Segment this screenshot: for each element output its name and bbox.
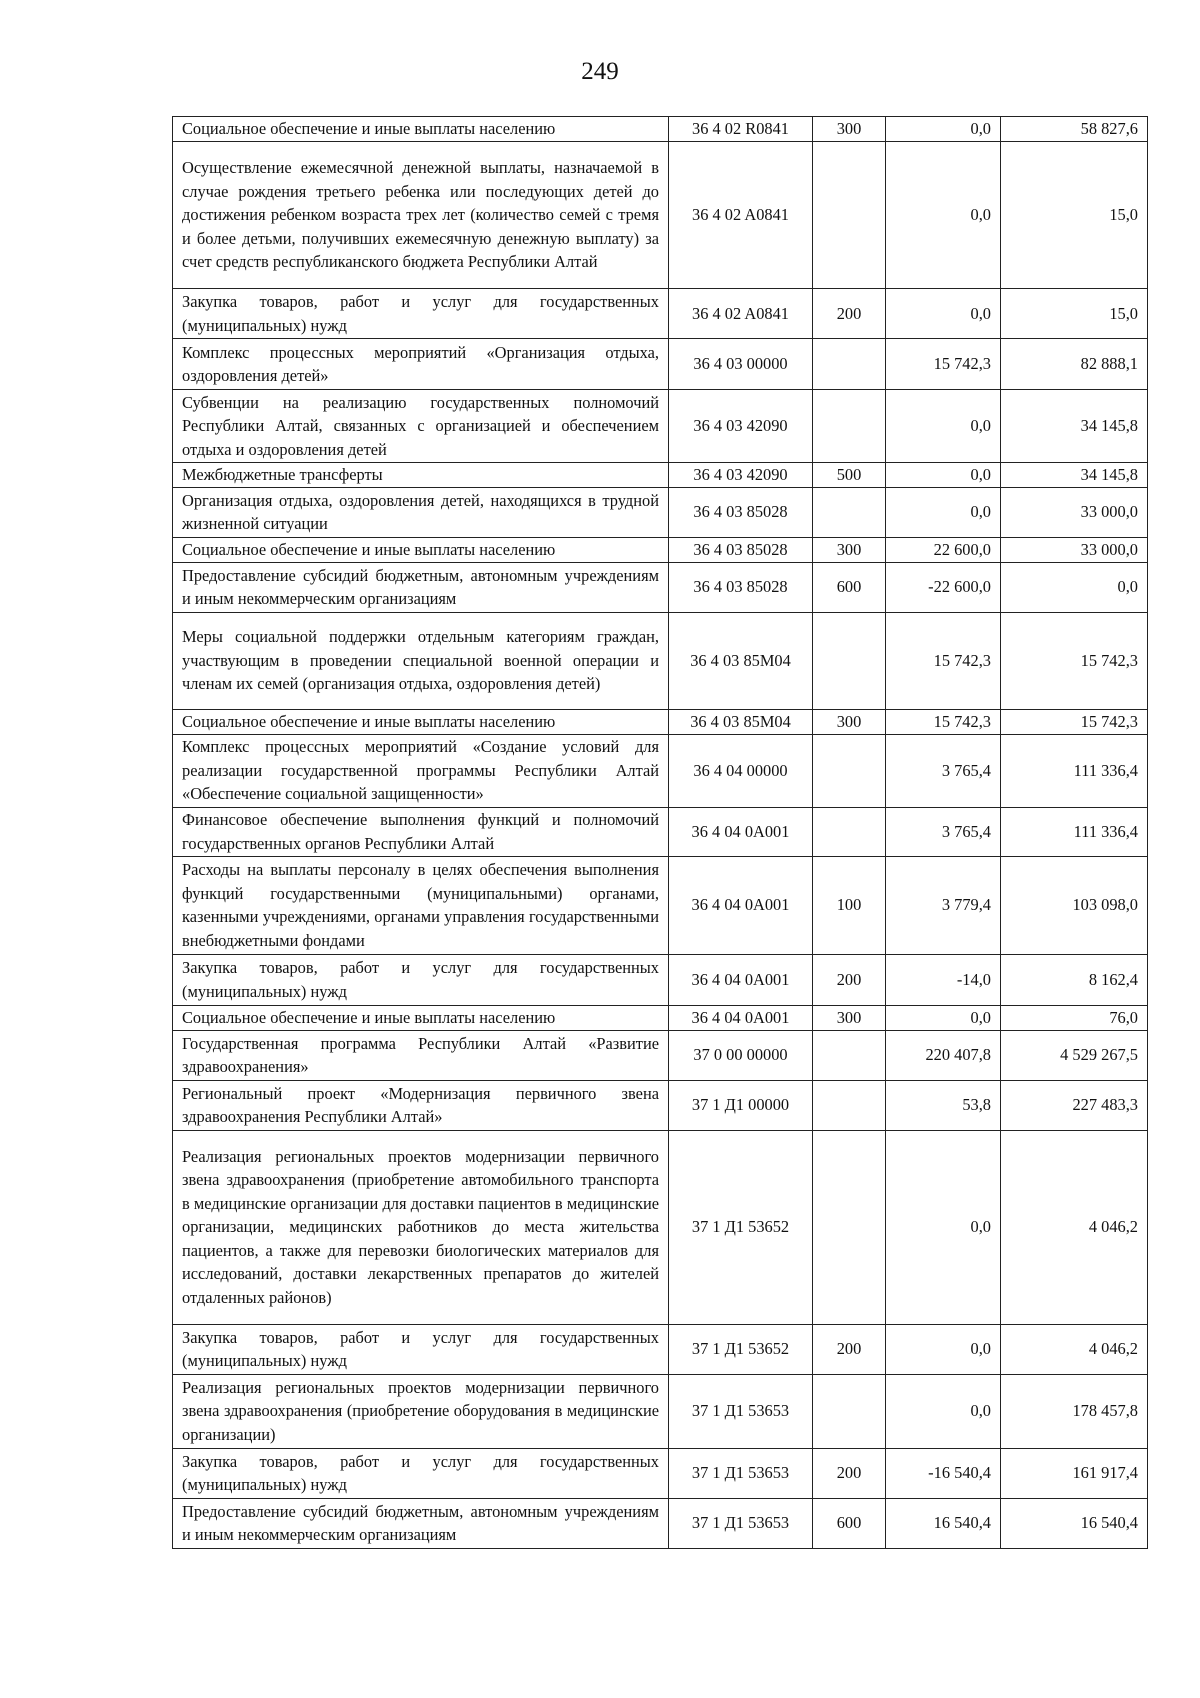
table-row <box>173 339 1148 390</box>
table-row <box>173 487 1148 537</box>
row-total-cell: 76,0 <box>1001 1005 1148 1030</box>
row-code-cell: 36 4 03 85M04 <box>669 709 813 734</box>
page-number: 249 <box>581 58 619 85</box>
row-code-cell: 37 1 Д1 53653 <box>669 1448 813 1498</box>
row-total-cell: 33 000,0 <box>1001 537 1148 562</box>
row-name-cell: Предоставление субсидий бюджетным, автономным учреждениям и иным некоммерческим организациям <box>173 562 669 612</box>
table-row <box>173 1324 1148 1374</box>
row-name-cell: Региональный проект «Модернизация первичного звена здравоохранения Республики Алтай» <box>173 1080 669 1130</box>
row-expense-type-cell <box>813 1374 886 1448</box>
row-change-cell: -16 540,4 <box>886 1448 1001 1498</box>
row-change-cell: 3 765,4 <box>886 734 1001 807</box>
row-expense-type-cell: 100 <box>813 856 886 954</box>
row-change-cell: -14,0 <box>886 954 1001 1005</box>
row-name-cell: Комплекс процессных мероприятий «Создание условий для реализации государственной программы Республики Алтай «Обеспечение социальной защищенности» <box>173 734 669 807</box>
row-expense-type-cell: 600 <box>813 1498 886 1548</box>
row-name-cell: Финансовое обеспечение выполнения функций и полномочий государственных органов Республики Алтай <box>173 807 669 856</box>
table-row <box>173 142 1148 289</box>
row-change-cell: 22 600,0 <box>886 537 1001 562</box>
row-expense-type-cell <box>813 142 886 289</box>
row-code-cell: 37 1 Д1 53653 <box>669 1374 813 1448</box>
row-total-cell: 4 529 267,5 <box>1001 1030 1148 1080</box>
row-code-cell: 36 4 03 85028 <box>669 487 813 537</box>
row-total-cell: 178 457,8 <box>1001 1374 1148 1448</box>
row-total-cell: 15,0 <box>1001 289 1148 339</box>
row-change-cell: 3 765,4 <box>886 807 1001 856</box>
row-code-cell: 36 4 04 0A001 <box>669 807 813 856</box>
row-code-cell: 37 1 Д1 53652 <box>669 1130 813 1324</box>
row-expense-type-cell <box>813 1130 886 1324</box>
row-name-cell: Организация отдыха, оздоровления детей, находящихся в трудной жизненной ситуации <box>173 487 669 537</box>
row-change-cell: 0,0 <box>886 142 1001 289</box>
budget-table <box>172 116 1148 1549</box>
row-code-cell: 36 4 02 R0841 <box>669 117 813 142</box>
row-expense-type-cell: 200 <box>813 954 886 1005</box>
row-expense-type-cell <box>813 1080 886 1130</box>
table-row <box>173 1030 1148 1080</box>
row-code-cell: 37 1 Д1 53652 <box>669 1324 813 1374</box>
row-code-cell: 37 1 Д1 00000 <box>669 1080 813 1130</box>
row-name-cell: Межбюджетные трансферты <box>173 463 669 488</box>
row-total-cell: 4 046,2 <box>1001 1130 1148 1324</box>
row-code-cell: 36 4 04 0A001 <box>669 856 813 954</box>
row-name-cell: Социальное обеспечение и иные выплаты населению <box>173 709 669 734</box>
row-name-cell: Меры социальной поддержки отдельным категориям граждан, участвующим в проведении специальной военной операции и членам их семей (организация отдыха, оздоровления детей) <box>173 612 669 709</box>
row-expense-type-cell <box>813 487 886 537</box>
row-change-cell: 0,0 <box>886 289 1001 339</box>
row-change-cell: 15 742,3 <box>886 709 1001 734</box>
table-row <box>173 612 1148 709</box>
row-change-cell: 220 407,8 <box>886 1030 1001 1080</box>
row-code-cell: 36 4 03 42090 <box>669 463 813 488</box>
row-name-cell: Расходы на выплаты персоналу в целях обеспечения выполнения функций государственными (муниципальными) органами, казенными учреждениями, органами управления государственными внебюджетными фондами <box>173 856 669 954</box>
row-expense-type-cell: 200 <box>813 289 886 339</box>
row-total-cell: 16 540,4 <box>1001 1498 1148 1548</box>
row-change-cell: 0,0 <box>886 1005 1001 1030</box>
row-total-cell: 33 000,0 <box>1001 487 1148 537</box>
row-code-cell: 36 4 03 00000 <box>669 339 813 390</box>
row-change-cell: 0,0 <box>886 1374 1001 1448</box>
table-row <box>173 1498 1148 1548</box>
row-name-cell: Социальное обеспечение и иные выплаты населению <box>173 117 669 142</box>
row-name-cell: Субвенции на реализацию государственных полномочий Республики Алтай, связанных с организацией и обеспечением отдыха и оздоровления детей <box>173 390 669 463</box>
row-change-cell: 0,0 <box>886 390 1001 463</box>
row-total-cell: 15 742,3 <box>1001 612 1148 709</box>
row-code-cell: 36 4 02 A0841 <box>669 142 813 289</box>
row-total-cell: 0,0 <box>1001 562 1148 612</box>
row-change-cell: 0,0 <box>886 117 1001 142</box>
row-code-cell: 36 4 03 42090 <box>669 390 813 463</box>
row-name-cell: Предоставление субсидий бюджетным, автономным учреждениям и иным некоммерческим организациям <box>173 1498 669 1548</box>
row-code-cell: 36 4 04 00000 <box>669 734 813 807</box>
budget-table-body <box>173 117 1148 1549</box>
table-row <box>173 709 1148 734</box>
row-change-cell: 15 742,3 <box>886 612 1001 709</box>
row-total-cell: 103 098,0 <box>1001 856 1148 954</box>
row-code-cell: 37 0 00 00000 <box>669 1030 813 1080</box>
row-name-cell: Государственная программа Республики Алтай «Развитие здравоохранения» <box>173 1030 669 1080</box>
row-total-cell: 161 917,4 <box>1001 1448 1148 1498</box>
table-row <box>173 562 1148 612</box>
row-change-cell: 0,0 <box>886 1324 1001 1374</box>
table-row <box>173 117 1148 142</box>
row-expense-type-cell <box>813 390 886 463</box>
row-name-cell: Комплекс процессных мероприятий «Организация отдыха, оздоровления детей» <box>173 339 669 390</box>
row-name-cell: Реализация региональных проектов модернизации первичного звена здравоохранения (приобретение оборудования в медицинские организации) <box>173 1374 669 1448</box>
row-total-cell: 111 336,4 <box>1001 807 1148 856</box>
row-total-cell: 15,0 <box>1001 142 1148 289</box>
row-code-cell: 36 4 04 0A001 <box>669 954 813 1005</box>
table-row <box>173 390 1148 463</box>
row-change-cell: 53,8 <box>886 1080 1001 1130</box>
table-row <box>173 954 1148 1005</box>
row-expense-type-cell: 300 <box>813 1005 886 1030</box>
row-change-cell: 16 540,4 <box>886 1498 1001 1548</box>
row-change-cell: 3 779,4 <box>886 856 1001 954</box>
table-row <box>173 1130 1148 1324</box>
row-expense-type-cell: 300 <box>813 709 886 734</box>
table-row <box>173 1080 1148 1130</box>
row-total-cell: 82 888,1 <box>1001 339 1148 390</box>
row-expense-type-cell: 300 <box>813 537 886 562</box>
row-expense-type-cell: 500 <box>813 463 886 488</box>
row-name-cell: Закупка товаров, работ и услуг для государственных (муниципальных) нужд <box>173 289 669 339</box>
table-row <box>173 289 1148 339</box>
row-code-cell: 36 4 04 0A001 <box>669 1005 813 1030</box>
row-name-cell: Социальное обеспечение и иные выплаты населению <box>173 537 669 562</box>
row-expense-type-cell <box>813 339 886 390</box>
row-total-cell: 8 162,4 <box>1001 954 1148 1005</box>
row-expense-type-cell <box>813 612 886 709</box>
table-row <box>173 1374 1148 1448</box>
table-row <box>173 1005 1148 1030</box>
row-change-cell: 0,0 <box>886 1130 1001 1324</box>
row-total-cell: 34 145,8 <box>1001 390 1148 463</box>
table-row <box>173 1448 1148 1498</box>
table-row <box>173 537 1148 562</box>
row-total-cell: 58 827,6 <box>1001 117 1148 142</box>
row-total-cell: 15 742,3 <box>1001 709 1148 734</box>
row-name-cell: Социальное обеспечение и иные выплаты населению <box>173 1005 669 1030</box>
row-code-cell: 36 4 03 85028 <box>669 562 813 612</box>
row-total-cell: 227 483,3 <box>1001 1080 1148 1130</box>
row-code-cell: 36 4 03 85028 <box>669 537 813 562</box>
table-row <box>173 463 1148 488</box>
row-change-cell: -22 600,0 <box>886 562 1001 612</box>
row-name-cell: Закупка товаров, работ и услуг для государственных (муниципальных) нужд <box>173 954 669 1005</box>
row-total-cell: 4 046,2 <box>1001 1324 1148 1374</box>
row-expense-type-cell <box>813 807 886 856</box>
row-expense-type-cell: 200 <box>813 1324 886 1374</box>
row-change-cell: 0,0 <box>886 463 1001 488</box>
row-total-cell: 111 336,4 <box>1001 734 1148 807</box>
row-name-cell: Закупка товаров, работ и услуг для государственных (муниципальных) нужд <box>173 1448 669 1498</box>
table-row <box>173 807 1148 856</box>
row-code-cell: 37 1 Д1 53653 <box>669 1498 813 1548</box>
row-expense-type-cell: 300 <box>813 117 886 142</box>
row-name-cell: Реализация региональных проектов модернизации первичного звена здравоохранения (приобретение автомобильного транспорта в медицинские организации для доставки пациентов в медицинские организации, медицинских работников до места жительства пациентов, а также для перевозки биологических материалов для исследований, доставки лекарственных препаратов до жителей отдаленных районов) <box>173 1130 669 1324</box>
table-row <box>173 856 1148 954</box>
row-expense-type-cell <box>813 1030 886 1080</box>
row-name-cell: Осуществление ежемесячной денежной выплаты, назначаемой в случае рождения третьего ребенка или последующих детей до достижения ребенком возраста трех лет (количество семей с тремя и более детьми, получивших ежемесячную денежную выплату) за счет средств республиканского бюджета Республики Алтай <box>173 142 669 289</box>
table-row <box>173 734 1148 807</box>
row-expense-type-cell: 200 <box>813 1448 886 1498</box>
row-name-cell: Закупка товаров, работ и услуг для государственных (муниципальных) нужд <box>173 1324 669 1374</box>
row-change-cell: 15 742,3 <box>886 339 1001 390</box>
row-expense-type-cell: 600 <box>813 562 886 612</box>
row-change-cell: 0,0 <box>886 487 1001 537</box>
row-total-cell: 34 145,8 <box>1001 463 1148 488</box>
row-expense-type-cell <box>813 734 886 807</box>
row-code-cell: 36 4 02 A0841 <box>669 289 813 339</box>
row-code-cell: 36 4 03 85M04 <box>669 612 813 709</box>
